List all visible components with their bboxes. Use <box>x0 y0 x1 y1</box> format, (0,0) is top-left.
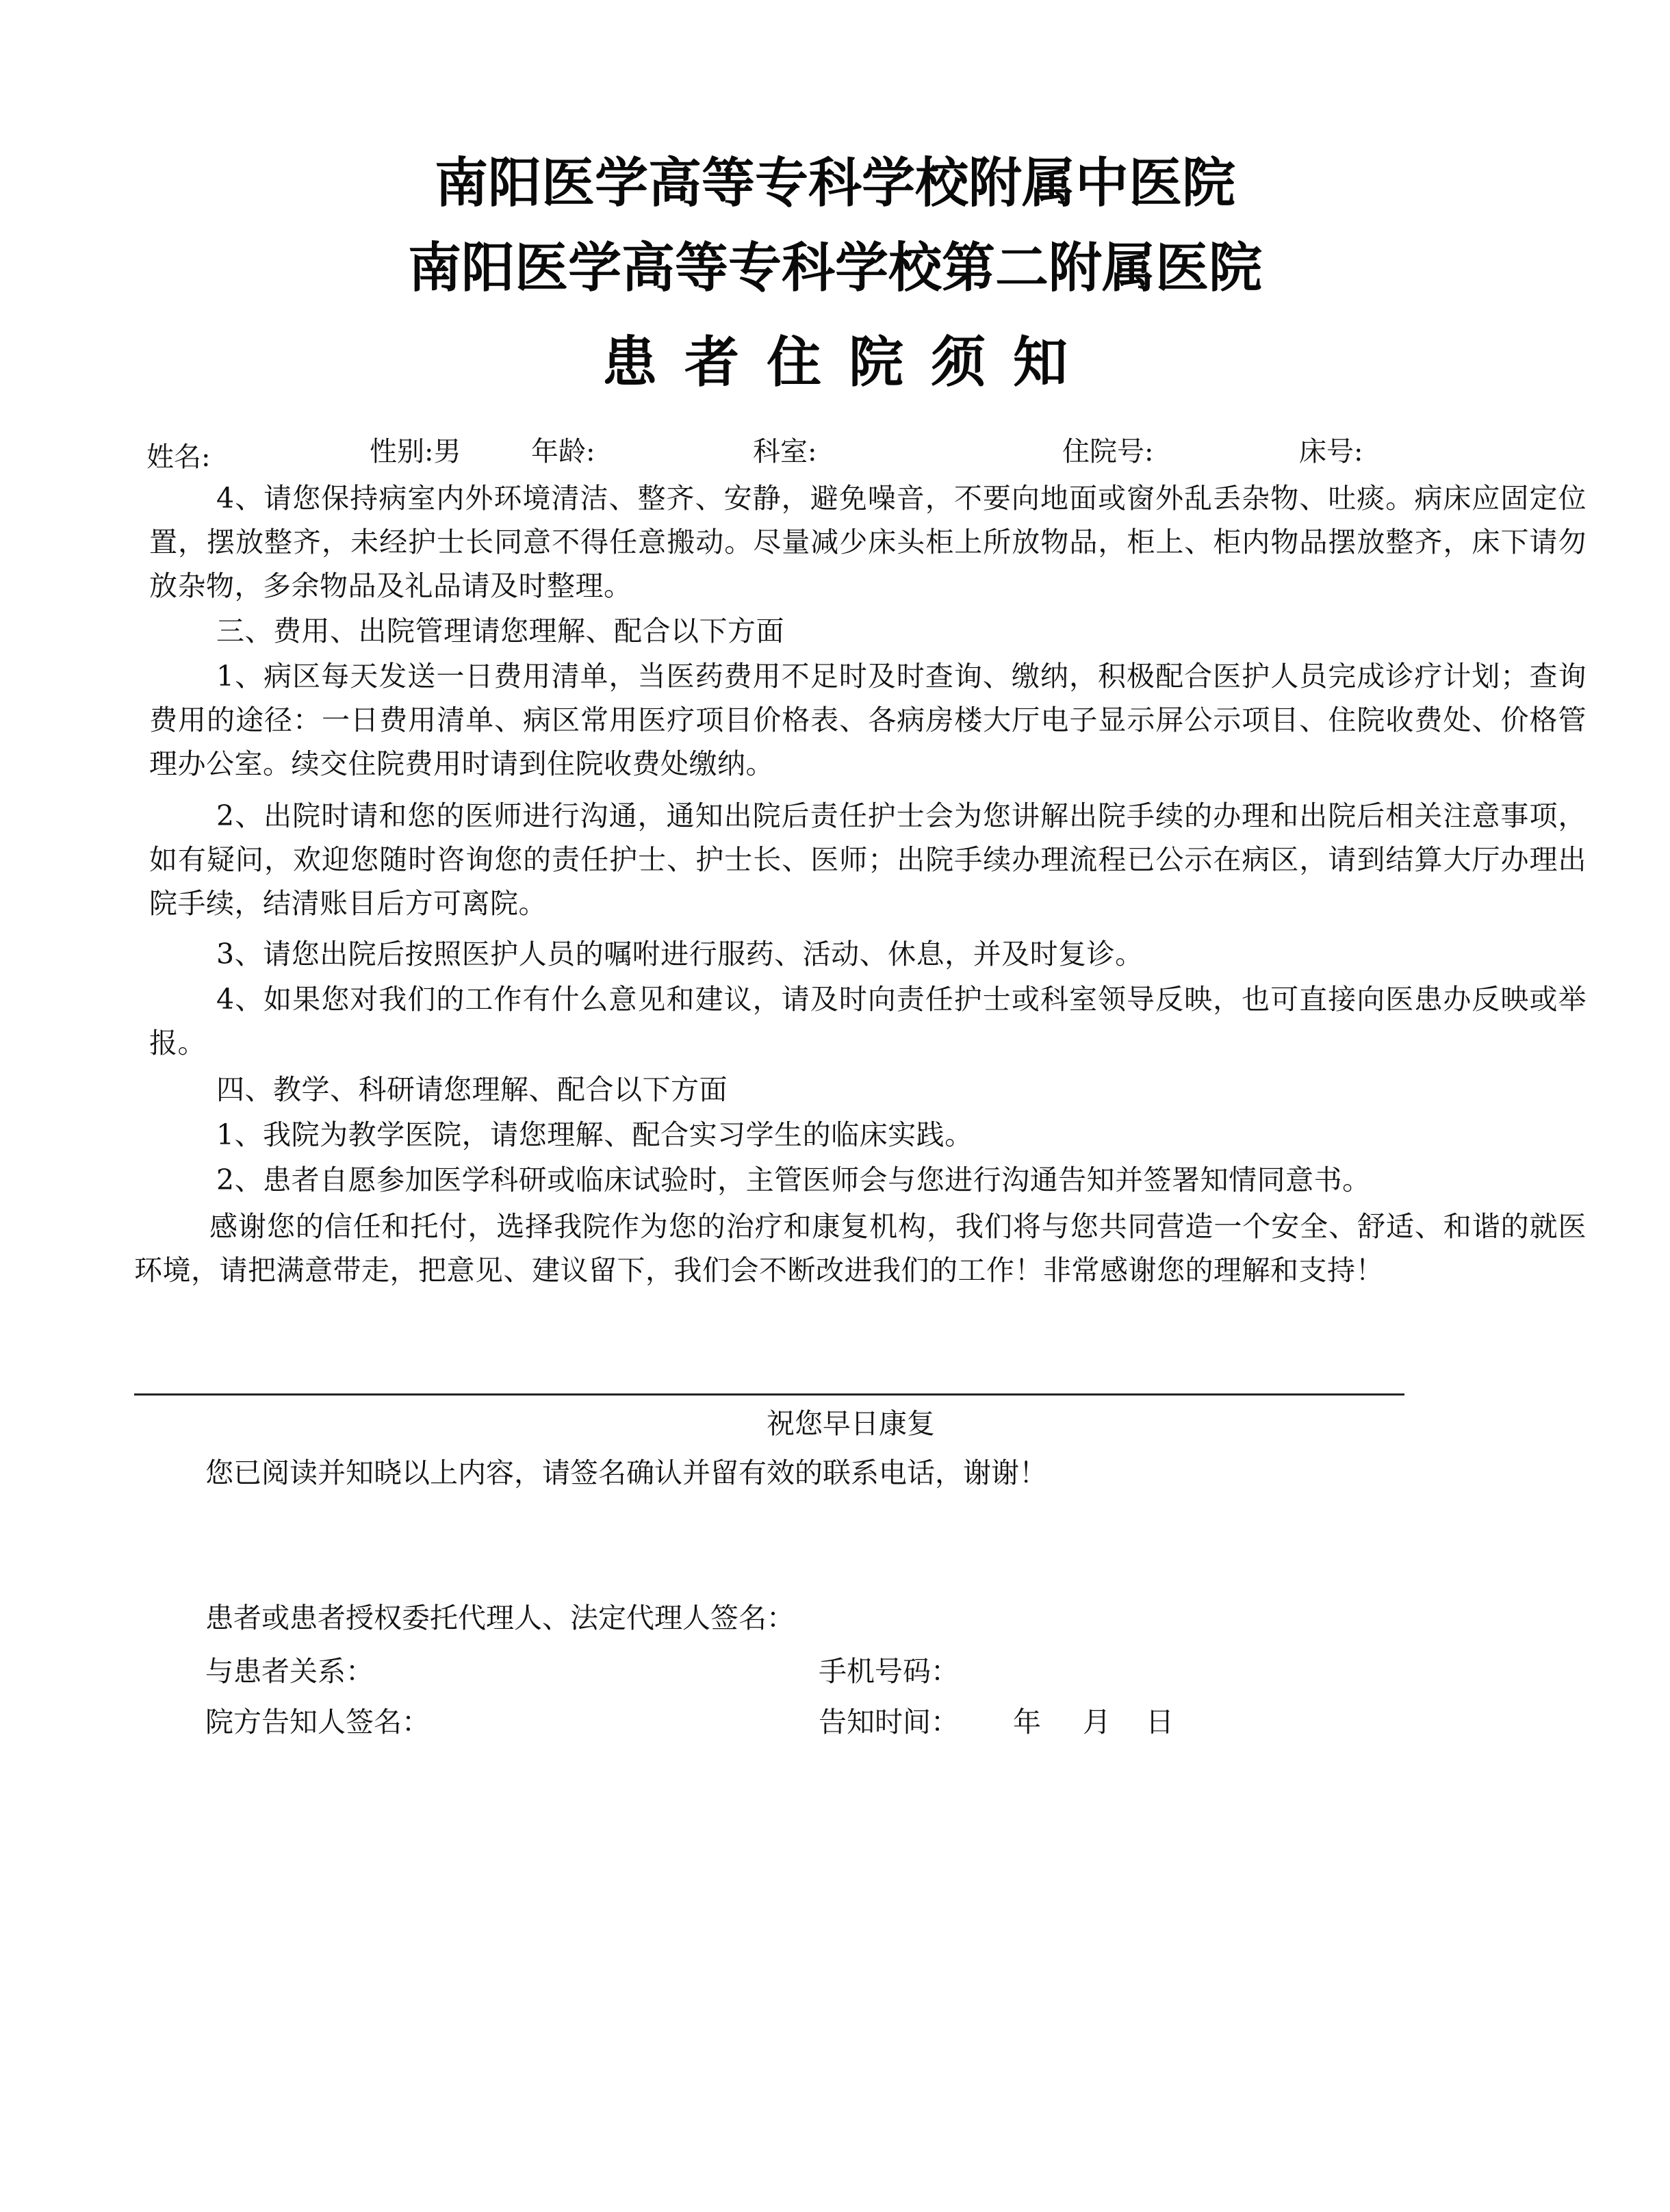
admission-number-label: 住院号: <box>1062 436 1154 467</box>
patient-signature-label: 患者或患者授权委托代理人、法定代理人签名： <box>205 1602 795 1634</box>
hospital-name-secondary: 南阳医学高等专科学校第二附属医院 <box>407 237 1262 299</box>
paragraph-clinical-research: 2、患者自愿参加医学科研或临床试验时，主管医师会与您进行沟通告知并签署知情同意书。 <box>216 1163 1371 1196</box>
confirm-text: 您已阅读并知晓以上内容，请签名确认并留有效的联系电话，谢谢！ <box>205 1456 1047 1489</box>
relation-label: 与患者关系： <box>205 1655 374 1688</box>
section-heading-fees-discharge: 三、费用、出院管理请您理解、配合以下方面 <box>216 615 784 647</box>
year-unit: 年 <box>1013 1706 1041 1738</box>
paragraph-follow-up: 3、请您出院后按照医护人员的嘱咐进行服药、活动、休息，并及时复诊。 <box>216 938 1144 970</box>
divider-line <box>134 1393 1404 1396</box>
paragraph-discharge-procedure: 2、出院时请和您的医师进行沟通，通知出院后责任护士会为您讲解出院手续的办理和出院后相关注意事项，如有疑问，欢迎您随时咨询您的责任护士、护士长、医师；出院手续办理流程已公示在病区，请到结算大厅办理出院手续，结清账目后方可离院。 <box>149 799 1586 920</box>
paragraph-fee-inquiry: 1、病区每天发送一日费用清单，当医药费用不足时及时查询、缴纳，积极配合医护人员完成诊疗计划；查询费用的途径：一日费用清单、病区常用医疗项目价格表、各病房楼大厅电子显示屏公示项目、住院收费处、价格管理办公室。续交住院费用时请到住院收费处缴纳。 <box>149 660 1586 780</box>
month-unit: 月 <box>1083 1706 1111 1738</box>
wish-text: 祝您早日康复 <box>767 1407 935 1440</box>
age-label: 年龄: <box>531 436 595 467</box>
paragraph-teaching-hospital: 1、我院为教学医院，请您理解、配合实习学生的临床实践。 <box>216 1118 973 1151</box>
day-unit: 日 <box>1146 1706 1174 1738</box>
bed-number-label: 床号: <box>1299 436 1363 467</box>
paragraph-ward-environment: 4、请您保持病室内外环境清洁、整齐、安静，避免噪音，不要向地面或窗外乱丢杂物、吐痰。病床应固定位置，摆放整齐，未经护士长同意不得任意搬动。尽量减少床头柜上所放物品，柜上、柜内物品摆放整齐，床下请勿放杂物，多余物品及礼品请及时整理。 <box>149 482 1586 602</box>
notify-time-label: 告知时间： <box>819 1706 959 1738</box>
gender-label: 性别:男 <box>370 436 461 467</box>
name-label: 姓名: <box>146 441 211 473</box>
hospital-name-primary: 南阳医学高等专科学校附属中医院 <box>434 153 1235 214</box>
document-title: 患者住院须知 <box>602 331 1095 394</box>
hospital-signature-label: 院方告知人签名： <box>205 1706 430 1738</box>
paragraph-feedback: 4、如果您对我们的工作有什么意见和建议，请及时向责任护士或科室领导反映，也可直接向医患办反映或举报。 <box>149 983 1586 1059</box>
paragraph-thanks: 感谢您的信任和托付，选择我院作为您的治疗和康复机构，我们将与您共同营造一个安全、舒适、和谐的就医环境，请把满意带走，把意见、建议留下，我们会不断改进我们的工作！非常感谢您的理解和支持！ <box>134 1210 1586 1287</box>
department-label: 科室: <box>753 436 817 467</box>
section-heading-teaching-research: 四、教学、科研请您理解、配合以下方面 <box>216 1073 728 1106</box>
phone-label: 手机号码： <box>819 1655 959 1688</box>
